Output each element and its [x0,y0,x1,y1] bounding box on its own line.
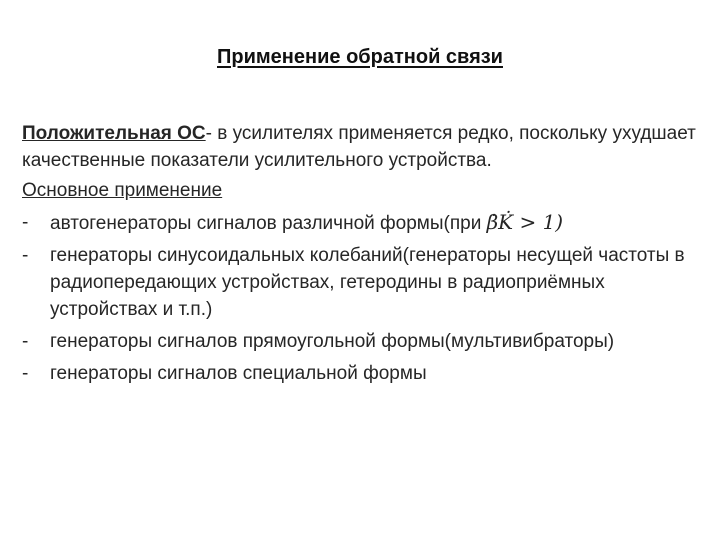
bullet-dash: - [22,245,29,266]
list-item-text: генераторы сигналов специальной формы [50,363,427,384]
feedback-formula: β̇K̇ [486,210,514,234]
list-item-label: автогенераторы сигналов различной формы(при [50,213,487,234]
feedback-formula-condition: > 1) [513,210,564,234]
slide-content [22,120,702,387]
list-item [22,360,702,387]
intro-text: - в усилителях применяется редко, поскольку ухудшает качественные показатели усилительного устройства. [22,123,696,171]
section-heading: Основное применение [22,180,223,201]
intro-paragraph [22,120,702,174]
slide-title [0,46,720,69]
list-item-text: генераторы сигналов прямоугольной формы(мультивибраторы) [50,331,615,352]
list-item [22,328,702,355]
list-item [22,209,702,237]
list-item-text [50,209,702,237]
list-item-text: генераторы синусоидальных колебаний(генераторы несущей частоты в радиопередающих устройствах, гетеродины в радиоприёмных устройствах и т.п.) [50,245,685,320]
bullet-dash: - [22,363,29,384]
bullet-dash: - [22,331,29,352]
title-text: Применение обратной связи [217,46,503,68]
intro-term: Положительная ОС [22,123,206,144]
list-item [22,242,702,323]
bullet-dash: - [22,212,29,233]
